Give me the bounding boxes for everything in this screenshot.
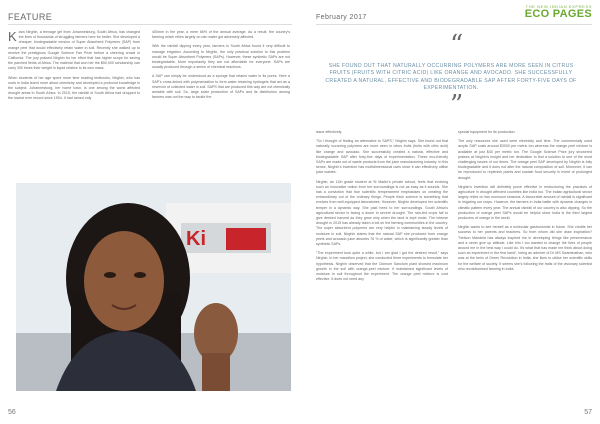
paragraph: iara Nirghin, a teenage girl from Johannesburg, South Africa, has changed the lives of thousands of struggling farmers here for better. She developed a cheaper, biodegradable version of Super Absorbent Polymers (SAP) from orange peel that would effectively retain water in soil. Recently she walked up to receive the prestigious Google Science Fair Prize before a cheering crowd in California. The jury praised Nirghin for her effort that has higher scope for saving the parched fields of Africa. The material that won her the $50,000 scholarship can carry 300 times their weight in liquid relative to its own mass. (8, 30, 140, 71)
photo-student-portrait (16, 183, 291, 391)
paragraph: "So I thought of finding an alternative to SAPS," Nirghin says. She found out that naturally occurring polymers are more seen in citrus fruits (fruits with citric acid) like orange and avocado. She successfully created a natural, effective and biodegradable SAP after forty-five days of experimentation. These eco-friendly SAPs are made out of waste products from the juice manufacturing industry. In this sense, Nirghin's invention has multidimensional uses since it can effectively utilise juice wastes. (316, 139, 448, 175)
eco-pages-logo (525, 5, 592, 20)
paragraph: The only resources she used were electricity and time. The commercially used acrylic SAP costs around $3000 per metric ton whereas the orange peel mixture is available at just $40 per metric ton. The Google Science Prize jury showered praises at Nirghin's insight and her dedication to find a solution to one of the most challenging issues of our times. The orange peel SAP developed by Nirghin is fully biodegradable and it does not alter the natural composition of soil. Moreover, it can be reproduced to replenish plants and sustain food security in event of prolonged drought. (458, 139, 592, 180)
paragraph: Nirghin's invention will definitely prove effective in restructuring the practices of agriculture in drought affected countries like India too. The Indian agricultural sector largely relies on two monsoon seasons. A favourable amount of rainfall is significant in irrigating our crops. However, the farmers in India battle with dynamic changes in climatic pattern every year. The annual rainfall of our country is also dipping. So the production of orange peel SAPs would be helpful since India is the third largest producers of orange in the world. (458, 184, 592, 221)
paragraph: issue effectively. (316, 130, 343, 134)
paragraph: Nirghin wants to see herself as a molecular gastronomist in future. She credits her success to her parents and teachers. So from whom did she draw inspiration? "Nelson Mandela has always inspired me in developing things like perseverance and a never give up attitude. Like him I too wanted to change the lives of people around me in the best way I could do. It's what that has made me think about doing such an experiment in the first hand", being an admirer of Dr MS Swaminathan, who was at the helm of Green Revolution in India, she likes to utilise her scientific skills for the welfare of society. It seems she's following the trails of the visionary scientist who revolutionised farming in India. (458, 225, 592, 271)
header-rule (8, 24, 292, 25)
logo-tagline: THE NEW INDIAN EXPRESS (525, 4, 592, 9)
portrait-illustration (16, 183, 291, 391)
header-rule (316, 24, 592, 25)
right-page (300, 0, 600, 424)
logo-title: ECO PAGES (524, 8, 592, 20)
article-column-2 (152, 30, 290, 180)
close-quote-icon: ” (450, 90, 464, 120)
dropcap: K (8, 30, 17, 44)
paragraph: 400mm in the year, a mere 66% of the annual average. As a result, the country's farming which relies largely on rain water got adversely affected. (152, 30, 290, 40)
paragraph: A SAP can simply be understood as a sponge that retains water in its pores. Here a SAP's cross-linked with polymerization to form water retaining hydrogels that act as a reservoir of collected water in soil. SAPS that are produced this way are not chemically amiable with soil. So, large scale production of SAPs and its distribution among farmers was not the way to tackle the (152, 74, 290, 100)
section-title: FEATURE (8, 12, 53, 22)
paragraph: With the rainfall dipping every year, farmers in South Africa found it very difficult to manage irrigation. According to Nirghin, the only practical solution to this problem would be Super Absorbent Polymers (SAPs). However, these synthetic SAPs are not biodegradable. More importantly they are not affordable for everyone. SAPs are usually produced through a series of chemical reactions. (152, 44, 290, 70)
open-quote-icon: “ (450, 30, 464, 60)
article-column-3 (316, 130, 448, 396)
article-column-1 (8, 30, 140, 180)
issue-date: February 2017 (316, 14, 367, 21)
paragraph: "The experiment took quite a while, but I am glad I got the desired result," says Nirghin. In her marathon project, she conducted three experiments to formulate her hypothesis. Nirghin observed that the Ocimum Sanctum plant showed maximum growth in the soil with orange-peel mixture. It maintained significant levels of moisture in soil throughout the experiment. The orange peel mixture is cost effective. It does not need any (316, 251, 448, 282)
page-number: 57 (584, 409, 592, 416)
paragraph: When students of her age spent more time reading textbooks, Nirghin, who has roots in India learnt more about chemistry and developed a profound knowledge in the subject. Johannesburg, her home town, is one among the worst affected drought areas in South Africa. In 2015, the rainfall of South Africa had dropped to the lowest ever record since 1904. It had rained only (8, 75, 140, 101)
article-column-4 (458, 130, 592, 396)
paragraph: Nirghin, an 11th grade student at St Martin's private school, feels that evolving such an innovative notion from her surroundings is not as easy as it sounds. She has a conviction that true scientific temperament emphasises on creating the extraordinary out of the ordinary things. People think science is something that evolves from well-equipped laboratories. However, Nirghin developed her scientific temper in a dynamic way. She paid heed to her surroundings. South Africa's agricultural sector is facing a doom in severe drought. The rain-fed crops fail to give desired harvest as they grow only when the land is kept moist. The intense drought in 2015 has already taken a toll on the farming communities in the country. The super absorbent polymers are very helpful in maintaining steady levels of moisture in soil. Nirghin claims that the natural SAP she produced from orange peels and avocado juice absorbs 76 % of water, which is significantly greater than synthetic SAPs. (316, 179, 448, 247)
page-number: 56 (8, 409, 16, 416)
svg-text:Ki: Ki (186, 228, 206, 250)
pull-quote: SHE FOUND OUT THAT NATURALLY OCCURRING POLYMERS ARE MORE SEEN IN CITRUS FRUITS (FRUITS WITH CITRIC ACID) LIKE ORANGE AND AVOCADO. SHE SUCCESSFULLY CREATED A NATURAL, EFFECTIVE AND BIODEGRADABLE SAP AFTER FORTY-FIVE DAYS OF EXPERIMENTATION. (325, 63, 577, 92)
paragraph: special equipment for its production. (458, 130, 516, 134)
